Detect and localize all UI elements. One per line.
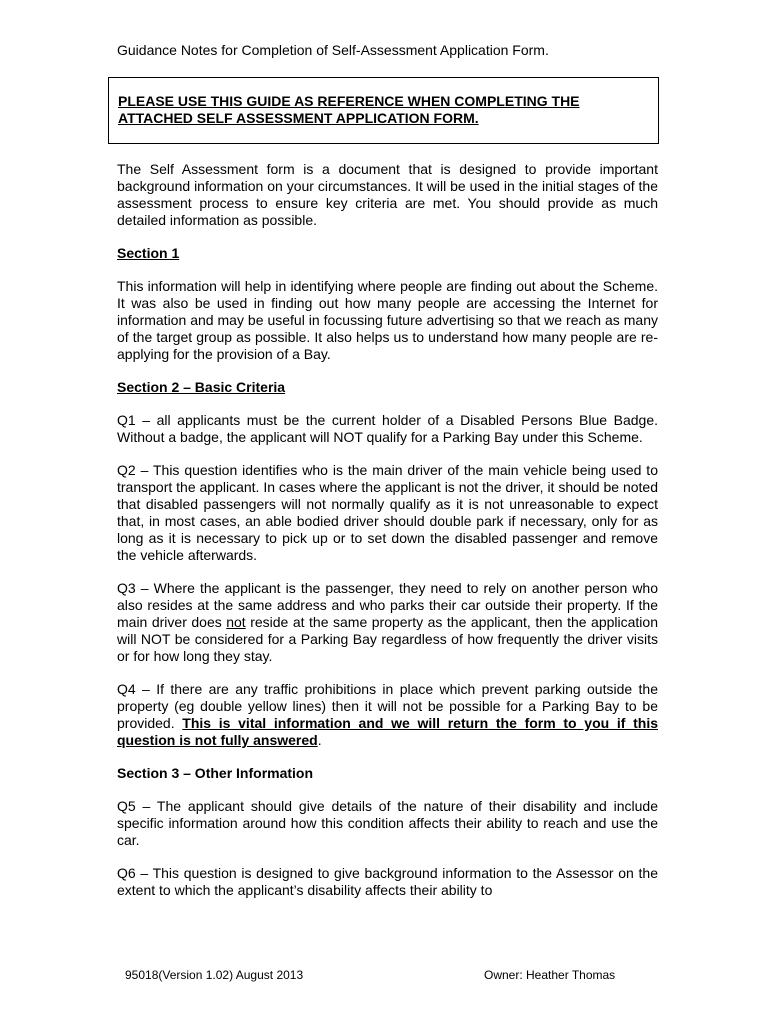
- notice-text: PLEASE USE THIS GUIDE AS REFERENCE WHEN COMPLETING THE ATTACHED SELF ASSESSMENT APPLICATION FORM.: [118, 93, 580, 126]
- q3-emphasis: not: [226, 614, 246, 630]
- q4-text-start: Q4 – If there are any traffic prohibitions in place which prevent parking outside the property (eg double yellow lines) then it will not be possible for a Parking Bay to be provided.: [117, 681, 658, 731]
- q4-text-end: .: [317, 732, 322, 748]
- notice-box: [108, 77, 659, 144]
- section-1-paragraph: This information will help in identifying where people are finding out about the Scheme. It was also be used in finding out how many people are accessing the Internet for information and may be useful in focussing future advertising so that we reach as many of the target group as possible. It also helps us to understand how many people are re-applying for the provision of a Bay.: [117, 278, 658, 362]
- document-body: [117, 161, 658, 915]
- q1-paragraph: Q1 – all applicants must be the current holder of a Disabled Persons Blue Badge. Without a badge, the applicant will NOT qualify for a Parking Bay under this Scheme.: [117, 412, 658, 445]
- q6-paragraph: Q6 – This question is designed to give background information to the Assessor on the extent to which the applicant’s disability affects their ability to: [117, 865, 658, 898]
- q3-paragraph: [117, 580, 658, 665]
- page-header: Guidance Notes for Completion of Self-Assessment Application Form.: [117, 42, 549, 58]
- section-1-heading: Section 1: [117, 245, 180, 261]
- section-2-heading: Section 2 – Basic Criteria: [117, 379, 286, 395]
- q5-paragraph: Q5 – The applicant should give details of the nature of their disability and include specific information around how this condition affects their ability to reach and use the car.: [117, 798, 658, 848]
- q3-text-start: Q3 – Where the applicant is the passenger, they need to rely on another person who also resides at the same address and who parks their car outside their property. If the main driver does: [117, 580, 658, 630]
- footer-reference: 95018(Version 1.02) August 2013: [125, 968, 304, 982]
- q4-emphasis: This is vital information and we will return the form to you if this question is not fully answered: [117, 715, 658, 748]
- footer-owner: Owner: Heather Thomas: [484, 968, 616, 982]
- q4-paragraph: [117, 681, 658, 749]
- q2-paragraph: Q2 – This question identifies who is the main driver of the main vehicle being used to transport the applicant. In cases where the applicant is not the driver, it should be noted that disabled passengers will not normally qualify as it is not unreasonable to expect that, in most cases, an able bodied driver should double park if necessary, only for as long as it is necessary to pick up or to set down the disabled passenger and remove the vehicle afterwards.: [117, 462, 658, 563]
- intro-paragraph: The Self Assessment form is a document that is designed to provide important background information on your circumstances. It will be used in the initial stages of the assessment process to ensure key criteria are met. You should provide as much detailed information as possible.: [117, 161, 658, 228]
- q3-text-end: reside at the same property as the applicant, then the application will NOT be considered for a Parking Bay regardless of how frequently the driver visits or for how long they stay.: [117, 614, 658, 664]
- section-3-heading: Section 3 – Other Information: [117, 765, 314, 781]
